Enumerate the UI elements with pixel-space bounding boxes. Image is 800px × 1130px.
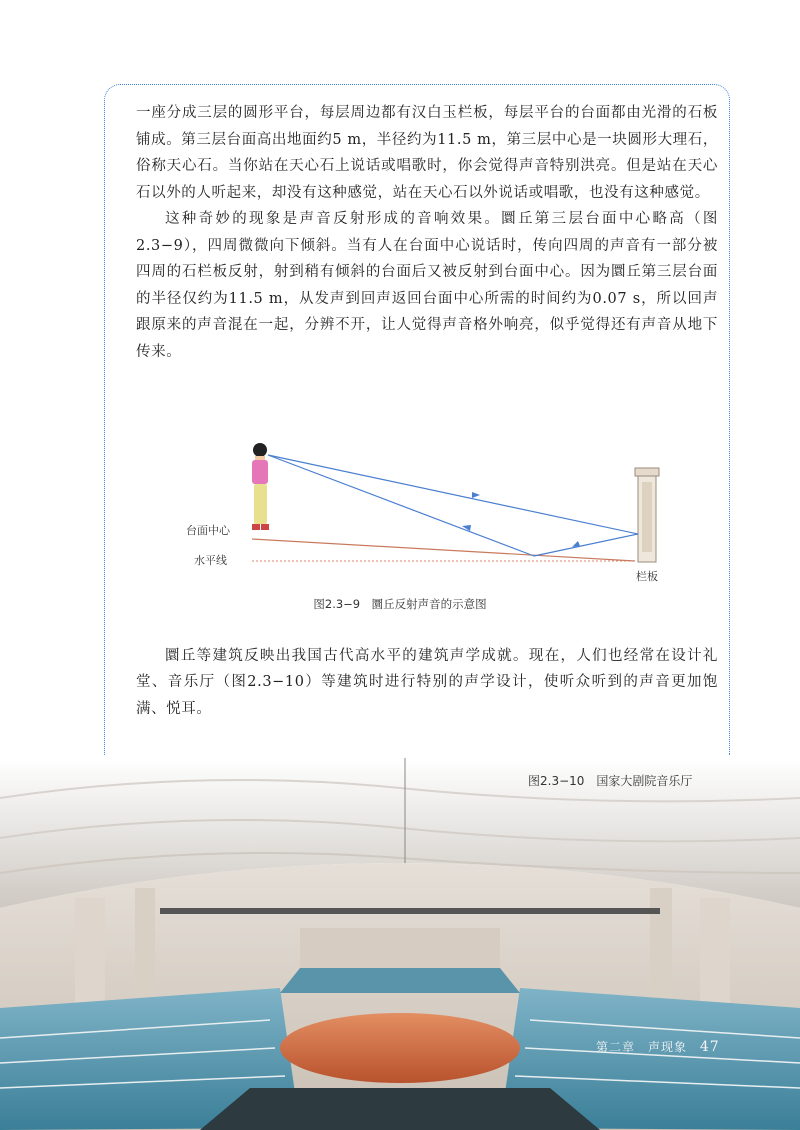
label-rail: 栏板: [636, 570, 658, 583]
arrow-out: [472, 492, 480, 498]
paragraph-2: 这种奇妙的现象是声音反射形成的音响效果。圜丘第三层台面中心略高（图2.3−9），四周微微向下倾斜。当有人在台面中心说话时，传向四周的声音有一部分被四周的石栏板反射，射到稍有倾斜的台面后又被反射到台面中心。因为圜丘第三层台面的半径仅约为11.5 m，从发声到回声返回台面中心所需的时间约为0.07 s，所以回声跟原来的声音混在一起，分辨不开，让人觉得声音格外响亮，似乎觉得还有声音从地下传来。: [136, 211, 718, 360]
reflection-diagram-svg: [180, 438, 680, 588]
body-text-bottom: [136, 628, 718, 737]
ray-out: [268, 455, 638, 534]
chapter-title: 第二章 声现象: [596, 1040, 688, 1054]
paragraph-3: 圜丘等建筑反映出我国古代高水平的建筑声学成就。现在，人们也经常在设计礼堂、音乐厅（图2.3−10）等建筑时进行特别的声学设计，使听众听到的声音更加饱满、悦耳。: [136, 647, 718, 717]
concert-hall-photo: [0, 758, 800, 1130]
label-horizontal: 水平线: [194, 554, 227, 567]
figure-caption-2: 图2.3−10 国家大剧院音乐厅: [528, 774, 693, 788]
person-figure: [252, 443, 269, 530]
label-center: 台面中心: [186, 524, 230, 537]
paragraph-1: 一座分成三层的圆形平台，每层周边都有汉白玉栏板，每层平台的台面都由光滑的石板铺成。第三层台面高出地面约5 m，半径约为11.5 m，第三层中心是一块圆形大理石，俗称天心石。当你站在天心石上说话或唱歌时，你会觉得声音特别洪亮。但是站在天心石以外的人听起来，却没有这种感觉，站在天心石以外说话或唱歌，也没有这种感觉。: [136, 105, 718, 201]
ray-back: [268, 455, 534, 556]
page-footer: [596, 1038, 720, 1055]
rail-post: [635, 468, 659, 562]
arrow-down: [572, 541, 580, 547]
page-number: 47: [699, 1039, 720, 1055]
ray-to-surface: [534, 534, 638, 556]
figure-caption-1: 图2.3−9 圜丘反射声音的示意图: [313, 597, 487, 611]
concert-hall-illustration: [0, 758, 800, 1130]
reflection-diagram: [180, 438, 680, 588]
body-text-top: [136, 100, 718, 365]
